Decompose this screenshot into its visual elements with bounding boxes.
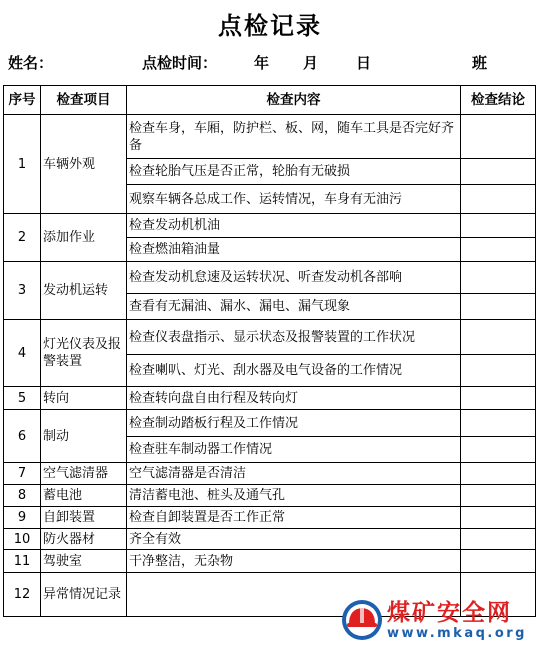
inspection-item: 转向 — [41, 387, 127, 410]
year-label: 年 — [254, 54, 270, 72]
result-cell[interactable] — [461, 507, 536, 529]
inspection-content: 检查发动机机油 — [127, 214, 461, 238]
table-row — [4, 485, 536, 507]
result-cell[interactable] — [461, 485, 536, 507]
result-cell[interactable] — [461, 262, 536, 294]
inspection-content: 清洁蓄电池、桩头及通气孔 — [127, 485, 461, 507]
name-label: 姓名： — [8, 54, 54, 72]
row-number: 3 — [4, 262, 41, 320]
inspection-table — [3, 85, 536, 617]
table-row — [4, 507, 536, 529]
row-number: 7 — [4, 463, 41, 485]
result-cell[interactable] — [461, 238, 536, 262]
inspection-content: 干净整洁，无杂物 — [127, 550, 461, 573]
table-header-row — [4, 86, 536, 115]
inspection-item: 车辆外观 — [41, 115, 127, 214]
column-header-result: 检查结论 — [461, 86, 536, 115]
inspection-item: 添加作业 — [41, 214, 127, 262]
result-cell[interactable] — [461, 437, 536, 463]
inspection-item: 制动 — [41, 410, 127, 463]
inspection-content: 检查制动踏板行程及工作情况 — [127, 410, 461, 437]
watermark — [341, 596, 537, 644]
inspection-item: 灯光仪表及报警装置 — [41, 320, 127, 387]
inspection-content: 检查自卸装置是否工作正常 — [127, 507, 461, 529]
inspection-content: 检查驻车制动器工作情况 — [127, 437, 461, 463]
row-number: 1 — [4, 115, 41, 214]
row-number: 8 — [4, 485, 41, 507]
inspection-time-label: 点检时间： — [142, 54, 218, 72]
table-row — [4, 550, 536, 573]
inspection-content: 观察车辆各总成工作、运转情况，车身有无油污 — [127, 185, 461, 214]
result-cell[interactable] — [461, 550, 536, 573]
page-title: 点检记录 — [218, 12, 322, 40]
day-label: 日 — [356, 54, 372, 72]
inspection-content: 检查仪表盘指示、显示状态及报警装置的工作状况 — [127, 320, 461, 355]
column-header-item: 检查项目 — [41, 86, 127, 115]
inspection-item: 自卸装置 — [41, 507, 127, 529]
column-header-content: 检查内容 — [127, 86, 461, 115]
table-row — [4, 320, 536, 355]
result-cell[interactable] — [461, 463, 536, 485]
result-cell[interactable] — [461, 159, 536, 185]
inspection-content: 查看有无漏油、漏水、漏电、漏气现象 — [127, 294, 461, 320]
month-label: 月 — [303, 54, 319, 72]
inspection-content: 齐全有效 — [127, 529, 461, 550]
inspection-item: 驾驶室 — [41, 550, 127, 573]
table-row — [4, 262, 536, 294]
inspection-content: 检查喇叭、灯光、刮水器及电气设备的工作情况 — [127, 355, 461, 387]
result-cell[interactable] — [461, 214, 536, 238]
column-header-no: 序号 — [4, 86, 41, 115]
table-body — [4, 115, 536, 617]
row-number: 9 — [4, 507, 41, 529]
row-number: 11 — [4, 550, 41, 573]
table-row — [4, 529, 536, 550]
inspection-item: 蓄电池 — [41, 485, 127, 507]
row-number: 10 — [4, 529, 41, 550]
safety-helmet-logo-icon — [341, 599, 383, 641]
inspection-content: 检查发动机怠速及运转状况、听查发动机各部响 — [127, 262, 461, 294]
inspection-content: 检查燃油箱油量 — [127, 238, 461, 262]
table-row — [4, 115, 536, 159]
result-cell[interactable] — [461, 355, 536, 387]
row-number: 2 — [4, 214, 41, 262]
inspection-item: 防火器材 — [41, 529, 127, 550]
result-cell[interactable] — [461, 294, 536, 320]
result-cell[interactable] — [461, 529, 536, 550]
table-row — [4, 214, 536, 238]
table-row — [4, 463, 536, 485]
inspection-content: 检查车身，车厢，防护栏、板、网，随车工具是否完好齐备 — [127, 115, 461, 159]
inspection-content: 空气滤清器是否清洁 — [127, 463, 461, 485]
inspection-item: 发动机运转 — [41, 262, 127, 320]
shift-label: 班 — [472, 54, 488, 72]
table-row — [4, 387, 536, 410]
watermark-site-name: 煤矿安全网 — [387, 599, 512, 626]
row-number: 6 — [4, 410, 41, 463]
result-cell[interactable] — [461, 185, 536, 214]
row-number: 12 — [4, 573, 41, 617]
result-cell[interactable] — [461, 410, 536, 437]
table-row — [4, 410, 536, 437]
row-number: 5 — [4, 387, 41, 410]
watermark-url: www.mkaq.org — [387, 625, 527, 641]
row-number: 4 — [4, 320, 41, 387]
inspection-content: 检查转向盘自由行程及转向灯 — [127, 387, 461, 410]
result-cell[interactable] — [461, 387, 536, 410]
result-cell[interactable] — [461, 115, 536, 159]
inspection-content: 检查轮胎气压是否正常，轮胎有无破损 — [127, 159, 461, 185]
inspection-item: 异常情况记录 — [41, 573, 127, 617]
inspection-item: 空气滤清器 — [41, 463, 127, 485]
result-cell[interactable] — [461, 320, 536, 355]
